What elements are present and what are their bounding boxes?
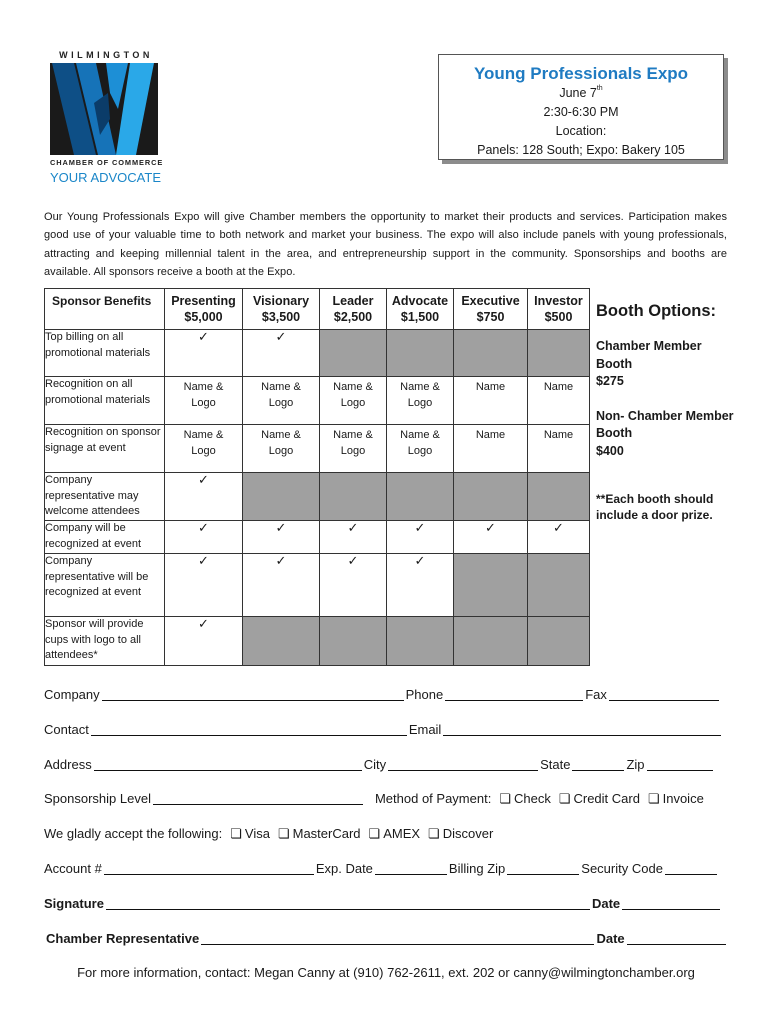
benefit-label: Company representative will be recognized at event: [45, 554, 165, 617]
shaded-cell: [320, 330, 387, 377]
form-row-account: [44, 860, 728, 878]
benefit-label: Company will be recognized at event: [45, 521, 165, 554]
header-tier: [243, 289, 320, 330]
chamber-rep-label: Chamber Representative: [46, 931, 200, 946]
event-date: [439, 84, 723, 103]
checkmark-glyph: ✓: [275, 329, 287, 344]
booth-nonmember-price: $400: [596, 443, 624, 458]
benefit-label: Recognition on sponsor signage at event: [45, 425, 165, 473]
discover-label: Discover: [442, 826, 494, 841]
logo-org: CHAMBER OF COMMERCE: [50, 158, 164, 167]
benefit-cell: Name & Logo: [387, 425, 454, 473]
event-info-box: [438, 54, 724, 160]
checkmark-glyph: ✓: [198, 616, 209, 631]
shaded-cell: [243, 473, 320, 521]
checkmark-icon: [320, 554, 387, 617]
signature-date-label: Date: [591, 896, 621, 911]
booth-note: **Each booth should include a door prize.: [596, 492, 714, 522]
checkmark-icon: [454, 521, 528, 554]
checkmark-glyph: ✓: [553, 520, 564, 535]
header-tier: [387, 289, 454, 330]
account-field[interactable]: [104, 860, 314, 875]
signature-label: Signature: [44, 896, 104, 911]
table-row: [45, 554, 590, 617]
shaded-cell: [387, 330, 454, 377]
checkmark-icon: [165, 473, 243, 521]
checkmark-glyph: ✓: [347, 553, 359, 568]
checkmark-icon: [320, 521, 387, 554]
address-field[interactable]: [94, 756, 362, 771]
checkmark-icon: [165, 330, 243, 377]
account-label: Account #: [44, 861, 102, 876]
sponsor-benefits-table: [44, 288, 590, 666]
table-row: [45, 617, 590, 666]
chamber-logo: [46, 50, 166, 190]
invoice-label: Invoice: [662, 791, 704, 806]
shaded-cell: [454, 554, 528, 617]
benefit-cell: Name & Logo: [165, 377, 243, 425]
zip-field[interactable]: [647, 756, 713, 771]
event-date-day: June 7: [559, 86, 597, 100]
sponsorship-level-label: Sponsorship Level: [44, 791, 151, 806]
table-row: [45, 521, 590, 554]
checkmark-glyph: ✓: [275, 553, 287, 568]
benefit-label: Sponsor will provide cups with logo to all attendees*: [45, 617, 165, 666]
credit-card-label: Credit Card: [573, 791, 640, 806]
booth-member-price: $275: [596, 374, 624, 388]
billing-zip-field[interactable]: [507, 860, 579, 875]
phone-field[interactable]: [445, 686, 583, 701]
discover-checkbox-icon[interactable]: ❏: [428, 826, 440, 841]
shaded-cell: [320, 473, 387, 521]
shaded-cell: [387, 473, 454, 521]
booth-member-label: Chamber Member Booth: [596, 339, 702, 371]
phone-label: Phone: [405, 687, 444, 702]
event-date-suffix: th: [596, 85, 603, 92]
shaded-cell: [454, 473, 528, 521]
shaded-cell: [528, 554, 590, 617]
zip-label: Zip: [626, 757, 645, 772]
exp-date-label: Exp. Date: [315, 861, 373, 876]
amex-checkbox-icon[interactable]: ❏: [368, 826, 381, 841]
tier-name: Advocate: [391, 294, 449, 308]
check-checkbox-icon[interactable]: ❏: [499, 791, 511, 806]
checkmark-glyph: ✓: [198, 472, 209, 487]
table-row: [45, 473, 590, 521]
checkmark-icon: [165, 617, 243, 666]
tier-name: Presenting: [171, 294, 236, 308]
header-tier: [320, 289, 387, 330]
form-row-sponsorship: [44, 790, 728, 808]
table-row: [45, 377, 590, 425]
tier-price: $3,500: [261, 310, 301, 324]
logo-tagline: YOUR ADVOCATE: [50, 170, 162, 185]
billing-zip-label: Billing Zip: [448, 861, 506, 876]
payment-method-label: Method of Payment:: [374, 791, 492, 806]
tier-name: Investor: [534, 294, 583, 308]
benefit-cell: Name & Logo: [165, 425, 243, 473]
benefit-label: Company representative may welcome attendees: [45, 473, 165, 521]
address-label: Address: [44, 757, 92, 772]
form-row-chamber-rep: [46, 930, 728, 948]
booth-options-title: Booth Options:: [596, 302, 717, 320]
check-label: Check: [513, 791, 551, 806]
header-tier: [528, 289, 590, 330]
company-label: Company: [44, 687, 100, 702]
fax-label: Fax: [585, 687, 607, 702]
tier-name: Visionary: [252, 294, 310, 308]
benefit-cell: Name & Logo: [243, 377, 320, 425]
tier-price: $500: [544, 310, 573, 324]
state-field[interactable]: [572, 756, 624, 771]
form-row-company: [44, 686, 728, 704]
logo-city: WILMINGTON: [59, 50, 153, 60]
checkmark-glyph: ✓: [485, 520, 496, 535]
form-row-signature: [44, 895, 728, 913]
header-sponsor-benefits: Sponsor Benefits: [45, 289, 165, 330]
chamber-rep-date-field[interactable]: [627, 930, 726, 945]
tier-price: $750: [476, 310, 505, 324]
accept-label: We gladly accept the following:: [44, 826, 223, 841]
shaded-cell: [454, 617, 528, 666]
shaded-cell: [320, 617, 387, 666]
logo-w-mark-icon: [50, 63, 158, 155]
benefit-label: Top billing on all promotional materials: [45, 330, 165, 377]
security-code-field[interactable]: [665, 860, 717, 875]
benefit-cell: Name: [454, 377, 528, 425]
footer-contact: For more information, contact: Megan Canny at (910) 762-2611, ext. 202 or canny@wilmingtonchamber.org: [77, 965, 695, 980]
contact-field[interactable]: [91, 721, 407, 736]
table-header-row: [45, 289, 590, 330]
checkmark-glyph: ✓: [198, 520, 209, 535]
checkmark-glyph: ✓: [275, 520, 287, 535]
benefit-label: Recognition on all promotional materials: [45, 377, 165, 425]
city-field[interactable]: [388, 756, 538, 771]
shaded-cell: [387, 617, 454, 666]
tier-price: $1,500: [400, 310, 440, 324]
city-label: City: [363, 757, 387, 772]
form-row-cards: [44, 825, 728, 843]
shaded-cell: [528, 330, 590, 377]
exp-date-field[interactable]: [375, 860, 447, 875]
signature-date-field[interactable]: [622, 895, 720, 910]
form-row-address: [44, 756, 728, 774]
credit-card-checkbox-icon[interactable]: ❏: [558, 791, 571, 806]
benefit-cell: Name: [454, 425, 528, 473]
checkmark-glyph: ✓: [347, 520, 359, 535]
company-field[interactable]: [102, 686, 404, 701]
checkmark-icon: [165, 554, 243, 617]
checkmark-icon: [387, 521, 454, 554]
invoice-checkbox-icon[interactable]: ❏: [647, 791, 660, 806]
benefit-cell: Name & Logo: [387, 377, 454, 425]
checkmark-icon: [243, 554, 320, 617]
checkmark-icon: [243, 330, 320, 377]
shaded-cell: [528, 617, 590, 666]
visa-checkbox-icon[interactable]: ❏: [230, 826, 242, 841]
event-title: Young Professionals Expo: [473, 64, 689, 83]
table-row: [45, 330, 590, 377]
booth-nonmember-label: Non- Chamber Member Booth: [596, 408, 734, 440]
header-tier: [165, 289, 243, 330]
checkmark-icon: [243, 521, 320, 554]
event-location-label: Location:: [555, 124, 607, 138]
state-label: State: [540, 757, 571, 772]
amex-label: AMEX: [383, 826, 421, 841]
checkmark-glyph: ✓: [414, 520, 426, 535]
chamber-rep-date-label: Date: [596, 931, 625, 946]
shaded-cell: [454, 330, 528, 377]
benefit-cell: Name: [528, 377, 590, 425]
table-row: [45, 425, 590, 473]
benefit-cell: Name & Logo: [243, 425, 320, 473]
contact-label: Contact: [44, 722, 89, 737]
form-row-contact: [44, 721, 728, 739]
checkmark-glyph: ✓: [414, 553, 426, 568]
tier-name: Executive: [461, 294, 520, 308]
header-tier: [454, 289, 528, 330]
mastercard-label: MasterCard: [292, 826, 361, 841]
event-location: Panels: 128 South; Expo: Bakery 105: [477, 143, 685, 157]
sponsorship-level-field[interactable]: [153, 790, 363, 805]
shaded-cell: [243, 617, 320, 666]
intro-paragraph: Our Young Professionals Expo will give Chamber members the opportunity to market their products and services. Participation makes good use of your valuable time to both network and market your business. The expo will also include panels with young professionals, attracting and keeping millennial talent in the area, and entrepreneurship support in the community. Sponsorships and booths are available. All sponsors receive a booth at the Expo.: [44, 211, 727, 279]
benefit-cell: Name & Logo: [320, 377, 387, 425]
checkmark-icon: [528, 521, 590, 554]
checkmark-glyph: ✓: [198, 329, 209, 344]
event-time: 2:30-6:30 PM: [543, 105, 619, 119]
mastercard-checkbox-icon[interactable]: ❏: [277, 826, 290, 841]
shaded-cell: [528, 473, 590, 521]
chamber-rep-field[interactable]: [201, 930, 594, 945]
tier-price: $2,500: [333, 310, 373, 324]
tier-name: Leader: [332, 294, 374, 308]
security-code-label: Security Code: [581, 861, 663, 876]
checkmark-icon: [387, 554, 454, 617]
email-label: Email: [408, 722, 442, 737]
checkmark-icon: [165, 521, 243, 554]
booth-member: [596, 338, 736, 391]
benefit-cell: Name & Logo: [320, 425, 387, 473]
tier-price: $5,000: [184, 310, 223, 324]
benefit-cell: Name: [528, 425, 590, 473]
visa-label: Visa: [244, 826, 270, 841]
fax-field[interactable]: [609, 686, 719, 701]
booth-nonmember: [596, 408, 736, 461]
checkmark-glyph: ✓: [198, 553, 209, 568]
email-field[interactable]: [443, 721, 721, 736]
signature-field[interactable]: [106, 895, 590, 910]
booth-options: [596, 302, 736, 523]
